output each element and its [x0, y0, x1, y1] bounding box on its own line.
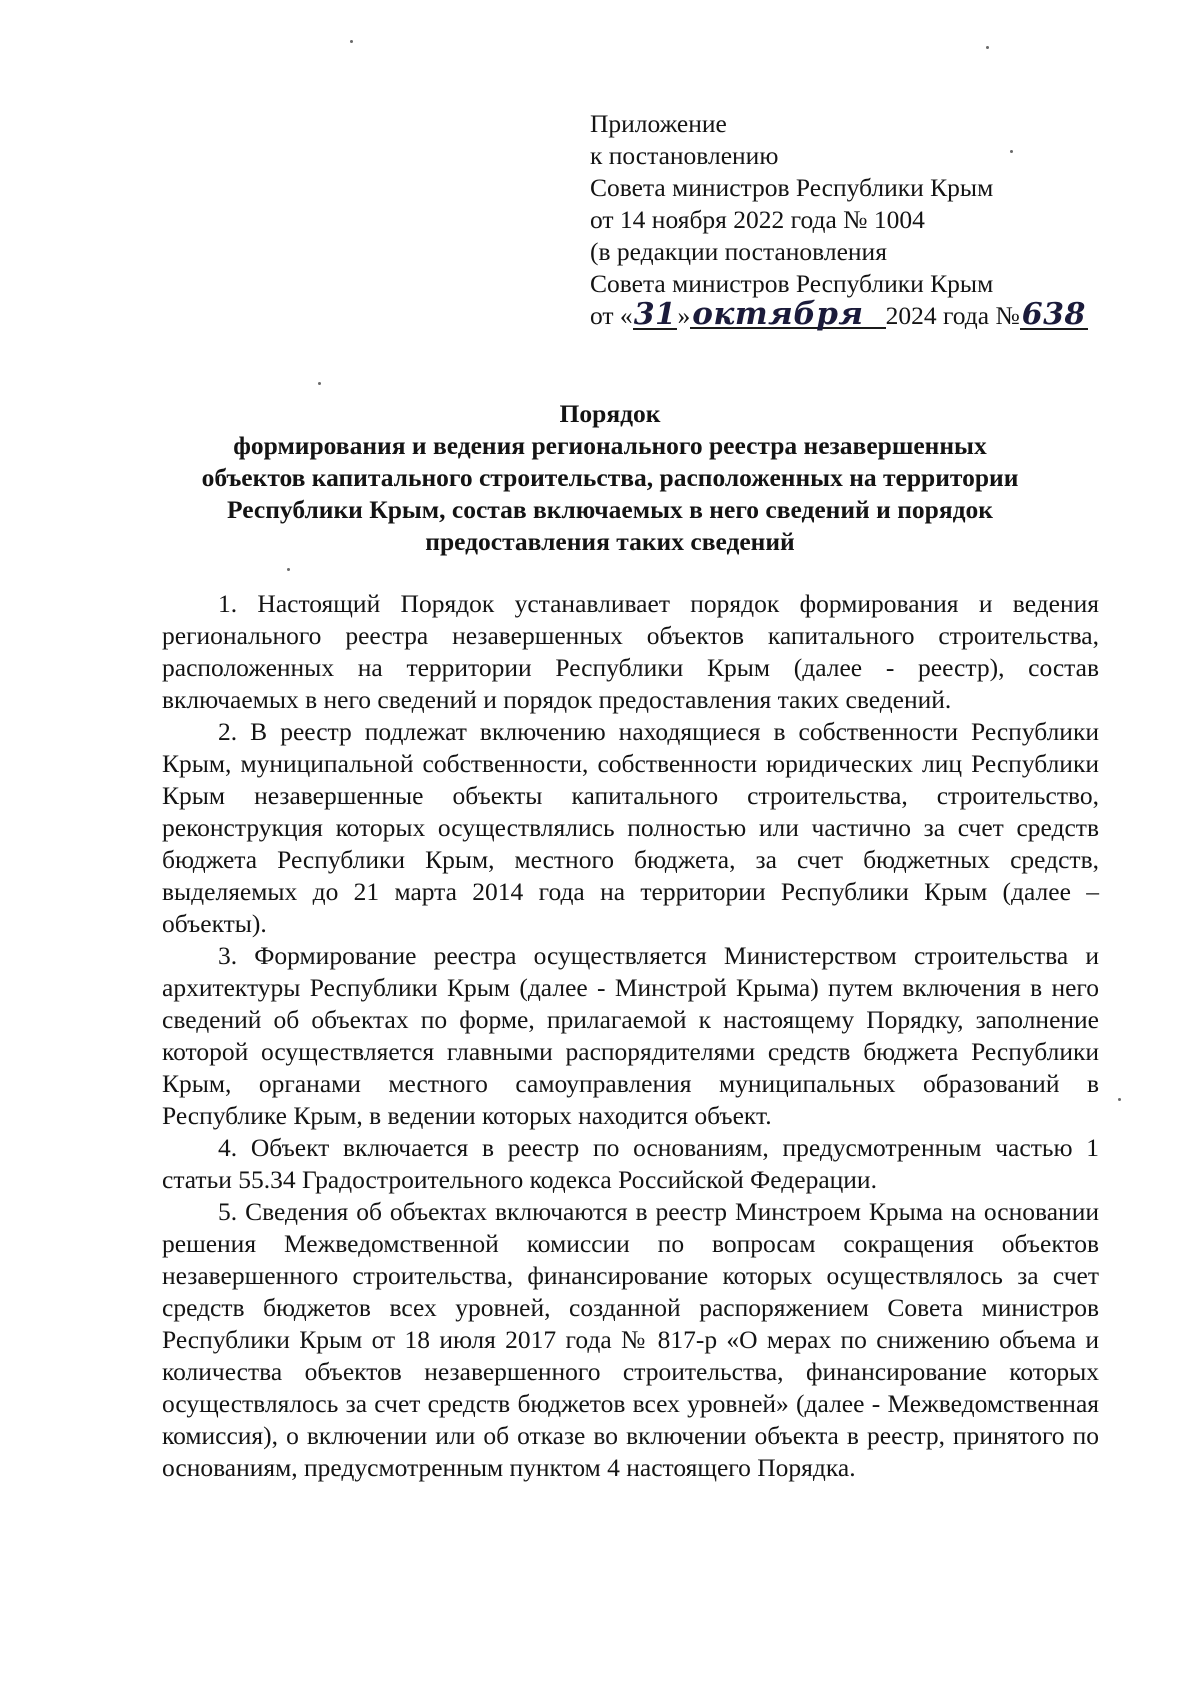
title-line: Республики Крым, состав включаемых в него сведений и порядок	[227, 495, 993, 524]
paragraph-1: 1. Настоящий Порядок устанавливает порядок формирования и ведения регионального реестра незавершенных объектов капитального строительства, расположенных на территории Республики Крым (далее - реестр), состав включаемых в него сведений и порядок предоставления таких сведений.	[162, 589, 1099, 714]
title-line: предоставления таких сведений	[425, 527, 795, 556]
scan-speck	[350, 40, 353, 43]
appendix-line: к постановлению	[590, 141, 779, 170]
revision-quote: »	[677, 301, 691, 330]
appendix-line: от 14 ноября 2022 года № 1004	[590, 205, 925, 234]
title-line: Порядок	[559, 399, 661, 428]
appendix-line: Совета министров Республики Крым	[590, 269, 994, 298]
revision-prefix: от «	[590, 301, 633, 330]
paragraph-5: 5. Сведения об объектах включаются в реестр Минстроем Крыма на основании решения Межведомственной комиссии по вопросам сокращения объектов незавершенного строительства, финансирование которых осуществлялось за счет средств бюджетов всех уровней, созданной распоряжением Совета министров Республики Крым от 18 июля 2017 года № 817-р «О мерах по снижению объема и количества объектов незавершенного строительства, финансирование которых осуществлялось за счет средств бюджетов всех уровней» (далее - Межведомственная комиссия), о включении или об отказе во включении объекта в реестр, принятого по основаниям, предусмотренным пунктом 4 настоящего Порядка.	[162, 1197, 1099, 1482]
document-body	[162, 588, 1099, 1484]
appendix-header	[590, 108, 1150, 332]
scan-speck	[287, 568, 290, 571]
document-title	[140, 398, 1080, 558]
handwritten-day: 31	[633, 297, 677, 332]
revision-line	[590, 296, 1150, 332]
handwritten-month: октября	[690, 301, 885, 329]
scan-speck	[1118, 1098, 1121, 1101]
revision-year: 2024 года №	[885, 301, 1020, 330]
scan-speck	[986, 46, 989, 49]
paragraph-4: 4. Объект включается в реестр по основаниям, предусмотренным частью 1 статьи 55.34 Градостроительного кодекса Российской Федерации.	[162, 1133, 1099, 1194]
appendix-line: Совета министров Республики Крым	[590, 173, 994, 202]
title-line: формирования и ведения регионального реестра незавершенных	[233, 431, 987, 460]
paragraph-2: 2. В реестр подлежат включению находящиеся в собственности Республики Крым, муниципальной собственности, собственности юридических лиц Республики Крым незавершенные объекты капитального строительства, строительство, реконструкция которых осуществлялись полностью или частично за счет средств бюджета Республики Крым, местного бюджета, за счет бюджетных средств, выделяемых до 21 марта 2014 года на территории Республики Крым (далее – объекты).	[162, 717, 1099, 938]
appendix-line: Приложение	[590, 109, 727, 138]
appendix-line: (в редакции постановления	[590, 237, 887, 266]
paragraph-3: 3. Формирование реестра осуществляется Министерством строительства и архитектуры Республики Крым (далее - Минстрой Крыма) путем включения в него сведений об объектах по форме, прилагаемой к настоящему Порядку, заполнение которой осуществляется главными распорядителями средств бюджета Республики Крым, органами местного самоуправления муниципальных образований в Республике Крым, в ведении которых находится объект.	[162, 941, 1099, 1130]
title-line: объектов капитального строительства, расположенных на территории	[201, 463, 1019, 492]
scan-speck	[318, 382, 321, 385]
handwritten-number: 638	[1021, 297, 1086, 332]
